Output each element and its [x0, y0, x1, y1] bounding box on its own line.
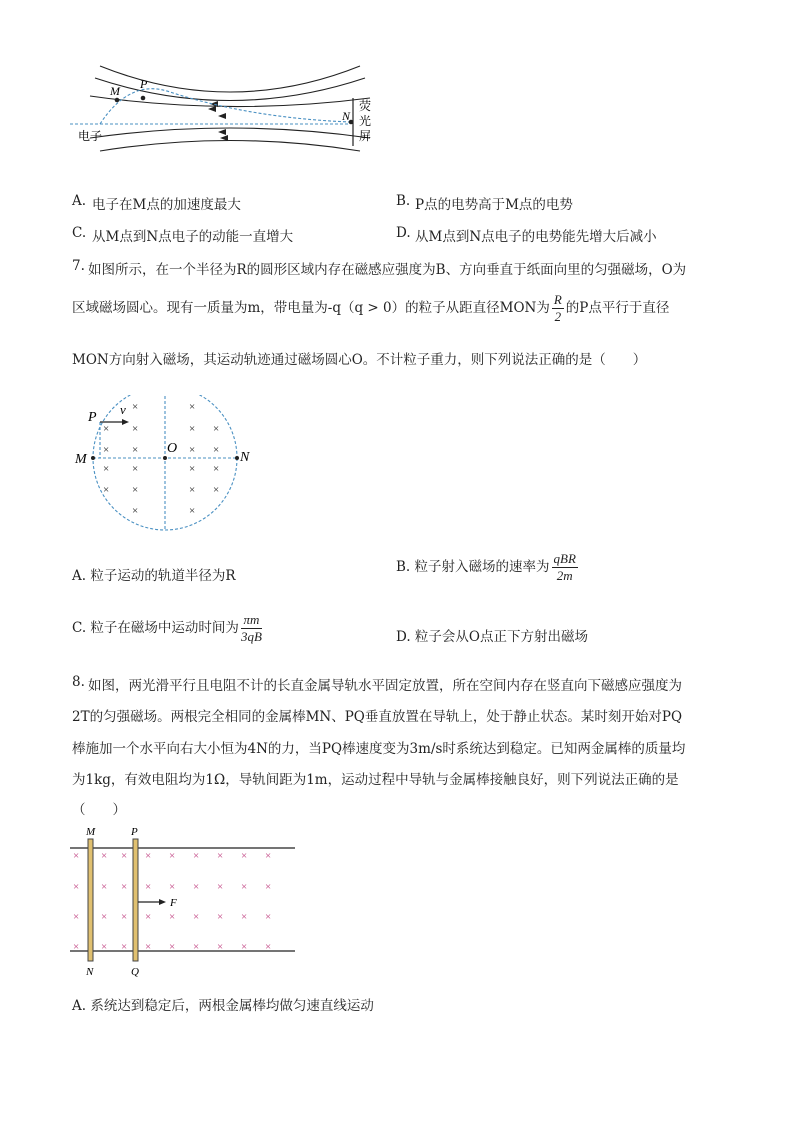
- cross-mark: ×: [189, 444, 196, 456]
- fig2-label-N: N: [240, 450, 250, 465]
- cross-mark: ×: [241, 850, 248, 862]
- q7-optb-den: 2m: [556, 568, 573, 583]
- cross-mark: ×: [132, 505, 139, 517]
- q7-option-c-fraction: [241, 612, 262, 645]
- cross-mark: ×: [193, 850, 200, 862]
- q6-option-d-letter: D.: [396, 225, 411, 241]
- fig1-label-electron: 电子: [78, 129, 103, 143]
- q7-frac-num: R: [553, 292, 562, 307]
- cross-mark: ×: [145, 911, 152, 923]
- q7-option-d: D. 粒子会从O点正下方射出磁场: [396, 629, 588, 645]
- q7-frac-den: 2: [554, 309, 562, 324]
- q6-option-a: 电子在M点的加速度最大: [92, 197, 241, 213]
- rod-MN: [88, 839, 93, 961]
- cross-mark: ×: [189, 505, 196, 517]
- fig1-label-screen-2: 光: [359, 114, 372, 128]
- cross-mark: ×: [121, 941, 128, 953]
- cross-mark: ×: [213, 484, 220, 496]
- fig2-label-O: O: [167, 441, 178, 456]
- fig1-label-N: N: [342, 109, 351, 123]
- circle-field-figure: [70, 395, 270, 535]
- q8-option-a: A. 系统达到稳定后，两根金属棒均做匀速直线运动: [72, 998, 374, 1014]
- cross-mark: ×: [213, 423, 220, 435]
- q7-line2a: 区域磁场圆心。现有一质量为m，带电量为-q（q > 0）的粒子从距直径MON为: [72, 300, 550, 316]
- field-lines-figure: [70, 58, 390, 158]
- cross-mark: ×: [73, 911, 80, 923]
- fig1-label-M: M: [110, 84, 120, 98]
- cross-mark: ×: [121, 881, 128, 893]
- q7-option-c: [72, 612, 264, 645]
- cross-mark: ×: [121, 911, 128, 923]
- fig1-label-screen-1: 荧: [359, 99, 372, 113]
- q8-line4: 为1kg，有效电阻均为1Ω，导轨间距为1m，运动过程中导轨与金属棒接触良好，则下列说法正确的是: [72, 772, 679, 788]
- q7-optc-den: 3qB: [240, 629, 262, 644]
- cross-mark: ×: [121, 850, 128, 862]
- q8-line5: （ ）: [72, 802, 126, 818]
- cross-mark: ×: [241, 941, 248, 953]
- cross-mark: ×: [132, 401, 139, 413]
- q7-line1: 如图所示，在一个半径为R的圆形区域内存在磁感应强度为B、方向垂直于纸面向里的匀强磁场，O为: [88, 262, 687, 278]
- cross-mark: ×: [169, 850, 176, 862]
- q8-line2: 2T的匀强磁场。两根完全相同的金属棒MN、PQ垂直放置在导轨上，处于静止状态。某时刻开始对PQ: [72, 709, 683, 725]
- q7-number: 7.: [72, 258, 85, 274]
- fig2-label-P: P: [88, 410, 97, 425]
- cross-mark: ×: [217, 911, 224, 923]
- cross-mark: ×: [101, 911, 108, 923]
- cross-mark: ×: [189, 484, 196, 496]
- cross-mark: ×: [73, 850, 80, 862]
- cross-mark: ×: [213, 463, 220, 475]
- fig2-label-v: v: [120, 402, 126, 417]
- q7-option-c-text: C. 粒子在磁场中运动时间为: [72, 620, 239, 636]
- cross-mark: ×: [189, 423, 196, 435]
- cross-mark: ×: [103, 484, 110, 496]
- cross-mark: ×: [132, 484, 139, 496]
- cross-mark: ×: [265, 941, 272, 953]
- cross-mark: ×: [73, 941, 80, 953]
- cross-mark: ×: [193, 881, 200, 893]
- cross-mark: ×: [103, 423, 110, 435]
- cross-mark: ×: [101, 850, 108, 862]
- q8-line1: 如图，两光滑平行且电阻不计的长直金属导轨水平固定放置，所在空间内存在竖直向下磁感应强度为: [88, 678, 682, 694]
- q6-option-b: P点的电势高于M点的电势: [415, 197, 573, 213]
- fig1-label-P: P: [140, 77, 148, 91]
- cross-mark: ×: [217, 941, 224, 953]
- fig3-label-Q: Q: [131, 966, 139, 978]
- cross-mark: ×: [103, 444, 110, 456]
- cross-mark: ×: [213, 444, 220, 456]
- cross-mark: ×: [169, 941, 176, 953]
- cross-mark: ×: [132, 463, 139, 475]
- q7-option-b-text: B. 粒子射入磁场的速率为: [396, 559, 550, 575]
- cross-mark: ×: [132, 444, 139, 456]
- q7-line2b: 的P点平行于直径: [565, 300, 670, 316]
- fig3-label-F: F: [170, 897, 177, 909]
- cross-mark: ×: [193, 941, 200, 953]
- q6-option-d: 从M点到N点电子的电势能先增大后减小: [415, 229, 657, 245]
- q6-option-a-letter: A.: [72, 193, 87, 209]
- cross-mark: ×: [189, 463, 196, 475]
- cross-mark: ×: [145, 941, 152, 953]
- fig3-label-P: P: [131, 826, 138, 838]
- cross-mark: ×: [189, 401, 196, 413]
- q7-line3: MON方向射入磁场，其运动轨迹通过磁场圆心O。不计粒子重力，则下列说法正确的是（ ）: [72, 352, 647, 368]
- fig3-label-M: M: [86, 826, 96, 838]
- q7-line2: [72, 292, 669, 325]
- cross-mark: ×: [217, 881, 224, 893]
- q7-optb-num: qBR: [553, 551, 576, 566]
- q7-option-a: A. 粒子运动的轨道半径为R: [72, 568, 236, 584]
- cross-mark: ×: [145, 850, 152, 862]
- q6-option-c: 从M点到N点电子的动能一直增大: [92, 229, 294, 245]
- cross-mark: ×: [73, 881, 80, 893]
- q6-option-b-letter: B.: [396, 193, 411, 209]
- cross-mark: ×: [103, 463, 110, 475]
- q7-optc-num: πm: [241, 612, 262, 629]
- q7-line2-fraction: [552, 292, 564, 325]
- cross-mark: ×: [132, 423, 139, 435]
- fig1-label-screen-3: 屏: [359, 129, 372, 143]
- cross-mark: ×: [217, 850, 224, 862]
- q8-line3: 棒施加一个水平向右大小恒为4N的力，当PQ棒速度变为3m/s时系统达到稳定。已知两金属棒的质量均: [72, 741, 686, 757]
- cross-mark: ×: [193, 911, 200, 923]
- cross-mark: ×: [169, 911, 176, 923]
- cross-mark: ×: [265, 911, 272, 923]
- q8-number: 8.: [72, 674, 85, 690]
- cross-mark: ×: [101, 881, 108, 893]
- cross-mark: ×: [241, 911, 248, 923]
- rod-PQ: [133, 839, 138, 961]
- cross-mark: ×: [101, 941, 108, 953]
- cross-mark: ×: [169, 881, 176, 893]
- q7-option-b-fraction: [552, 551, 578, 584]
- rails-figure: [70, 824, 300, 979]
- fig3-label-N: N: [86, 966, 94, 978]
- cross-mark: ×: [265, 881, 272, 893]
- cross-mark: ×: [145, 881, 152, 893]
- cross-mark: ×: [265, 850, 272, 862]
- cross-mark: ×: [241, 881, 248, 893]
- q6-option-c-letter: C.: [72, 225, 87, 241]
- q7-option-b: [396, 551, 580, 584]
- fig2-label-M: M: [75, 452, 87, 467]
